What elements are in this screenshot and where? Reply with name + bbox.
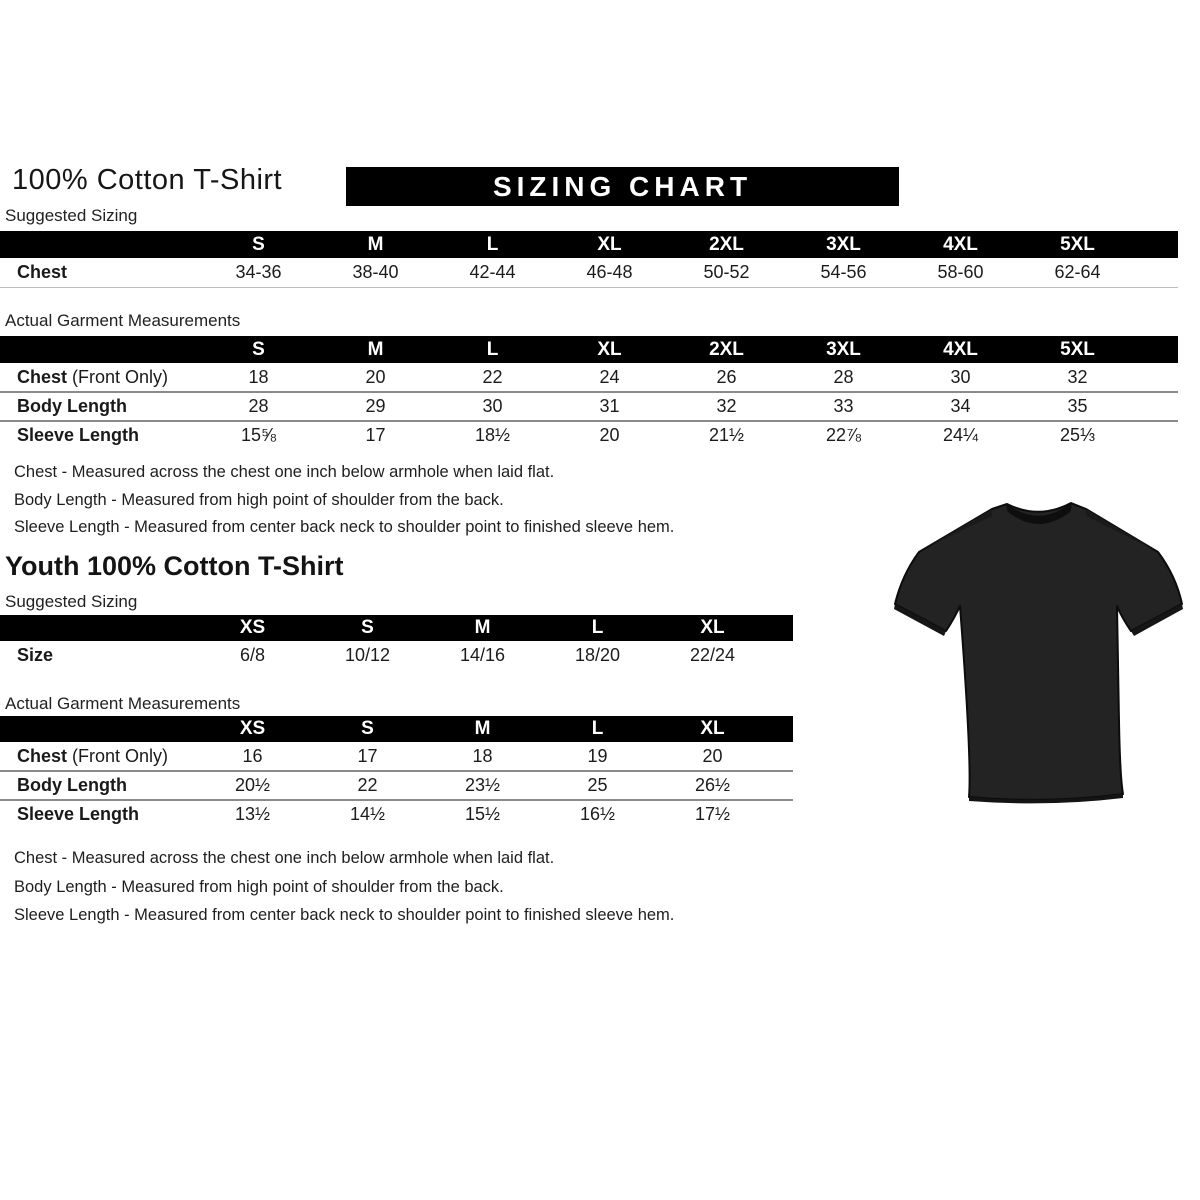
size-column-header: M — [367, 338, 384, 360]
row-label-text: Chest — [17, 366, 68, 387]
measurement-value: 62-64 — [1054, 262, 1101, 282]
measurement-value: 29 — [365, 396, 386, 416]
size-column-header: M — [474, 617, 491, 638]
youth-section-title: Youth 100% Cotton T-Shirt — [5, 551, 344, 581]
table-row — [0, 258, 1178, 288]
measurement-value: 58-60 — [937, 262, 984, 282]
size-column-header: S — [361, 617, 374, 638]
measurement-value: 35 — [1067, 396, 1088, 416]
tshirt-graphic — [888, 492, 1190, 806]
measurement-value: 38-40 — [352, 262, 399, 282]
row-label — [0, 645, 195, 666]
measurement-value: 20½ — [234, 775, 271, 795]
table-header-row — [0, 615, 793, 641]
row-label — [0, 262, 200, 283]
size-column-header: XS — [239, 617, 266, 638]
row-label-text: Body Length — [17, 396, 127, 416]
page-title: 100% Cotton T-Shirt — [12, 164, 283, 196]
table-row-body-length — [0, 770, 793, 799]
note-sleeve-length: Sleeve Length - Measured from center back neck to shoulder point to finished sleeve hem. — [14, 906, 675, 924]
measurement-value: 24¼ — [942, 425, 979, 445]
measurement-value: 20 — [599, 425, 620, 445]
size-column-header: L — [591, 617, 604, 638]
measurement-value: 32 — [1067, 366, 1088, 387]
measurement-value: 50-52 — [703, 262, 750, 282]
measurement-value: 16½ — [579, 804, 616, 824]
table-header-row — [0, 716, 793, 742]
measurement-value: 13½ — [234, 804, 271, 824]
measurement-value: 18½ — [474, 425, 511, 445]
note-body-length: Body Length - Measured from high point of shoulder from the back. — [14, 877, 504, 896]
table-row-sleeve-length — [0, 420, 1178, 449]
size-column-header: XL — [700, 718, 725, 739]
measurement-value: 30 — [950, 366, 971, 387]
row-label — [0, 367, 200, 388]
measurement-value: 32 — [716, 396, 737, 416]
youth-actual-measurements-label: Actual Garment Measurements — [5, 694, 241, 713]
measurement-value: 10/12 — [344, 645, 391, 665]
measurement-value: 17 — [365, 425, 386, 445]
measurement-value: 22 — [482, 366, 503, 387]
size-column-header: XL — [597, 233, 622, 255]
row-label — [0, 425, 200, 446]
size-column-header: M — [474, 718, 491, 739]
row-label-text: Chest — [17, 745, 68, 766]
measurement-value: 23½ — [464, 775, 501, 795]
measurement-value: 54-56 — [820, 262, 867, 282]
sizing-chart-banner-label: SIZING CHART — [492, 170, 753, 202]
table-row-chest — [0, 742, 793, 770]
row-label-suffix: (Front Only) — [67, 745, 169, 766]
measurement-value: 46-48 — [586, 262, 633, 282]
measurement-value: 14½ — [349, 804, 386, 824]
youth-measurement-notes — [14, 844, 674, 930]
table-header-row — [0, 231, 1178, 258]
adult-suggested-sizing-label: Suggested Sizing — [5, 206, 138, 225]
size-column-header: 2XL — [709, 338, 744, 360]
measurement-value: 18 — [472, 745, 493, 766]
size-column-header: 4XL — [943, 338, 978, 360]
size-column-header: 3XL — [826, 338, 861, 360]
row-label — [0, 775, 195, 796]
size-column-header: XL — [597, 338, 622, 360]
adult-suggested-sizing-table — [0, 231, 1178, 288]
note-body-length: Body Length - Measured from high point of shoulder from the back. — [14, 490, 504, 509]
measurement-value: 22⅞ — [825, 425, 862, 445]
measurement-value: 18 — [248, 366, 269, 387]
note-chest: Chest - Measured across the chest one inch below armhole when laid flat. — [14, 849, 555, 867]
row-label-text: Sleeve Length — [17, 804, 140, 824]
measurement-value: 30 — [482, 396, 503, 416]
measurement-value: 34 — [950, 396, 971, 416]
size-column-header: XS — [239, 718, 266, 739]
measurement-value: 20 — [702, 745, 723, 766]
row-label-text: Sleeve Length — [17, 425, 140, 445]
measurement-value: 25⅓ — [1059, 425, 1096, 445]
row-label-text: Size — [17, 645, 54, 665]
sizing-chart-banner — [346, 167, 899, 206]
measurement-value: 26½ — [694, 775, 731, 795]
row-label-text: Chest — [17, 262, 68, 282]
youth-suggested-sizing-label: Suggested Sizing — [5, 592, 138, 611]
size-column-header: S — [252, 233, 265, 255]
youth-actual-measurements-table — [0, 716, 793, 828]
table-row-size — [0, 641, 793, 670]
adult-actual-measurements-label: Actual Garment Measurements — [5, 311, 241, 330]
measurement-value: 34-36 — [235, 262, 282, 282]
measurement-value: 25 — [587, 775, 608, 795]
measurement-value: 42-44 — [469, 262, 516, 282]
tshirt-image — [888, 492, 1190, 806]
size-column-header: S — [361, 718, 374, 739]
measurement-value: 31 — [599, 396, 620, 416]
measurement-value: 17½ — [694, 804, 731, 824]
table-row-body-length — [0, 391, 1178, 420]
measurement-value: 19 — [587, 745, 608, 766]
row-label-text: Body Length — [17, 775, 127, 795]
size-column-header: 3XL — [826, 233, 861, 255]
size-column-header: 4XL — [943, 233, 978, 255]
size-column-header: L — [486, 233, 499, 255]
note-sleeve-length: Sleeve Length - Measured from center back neck to shoulder point to finished sleeve hem. — [14, 518, 675, 536]
table-row-sleeve-length — [0, 799, 793, 828]
measurement-value: 17 — [357, 745, 378, 766]
row-label — [0, 804, 195, 825]
adult-actual-measurements-table — [0, 336, 1178, 449]
size-column-header: 5XL — [1060, 233, 1095, 255]
row-label — [0, 396, 200, 417]
measurement-value: 14/16 — [459, 645, 506, 665]
measurement-value: 15½ — [464, 804, 501, 824]
size-column-header: L — [486, 338, 499, 360]
youth-suggested-sizing-table — [0, 615, 793, 670]
measurement-value: 22/24 — [689, 645, 736, 665]
measurement-value: 33 — [833, 396, 854, 416]
measurement-value: 21½ — [708, 425, 745, 445]
size-column-header: XL — [700, 617, 725, 638]
size-column-header: M — [367, 233, 384, 255]
size-column-header: 2XL — [709, 233, 744, 255]
row-label-suffix: (Front Only) — [67, 366, 169, 387]
size-column-header: S — [252, 338, 265, 360]
note-chest: Chest - Measured across the chest one inch below armhole when laid flat. — [14, 463, 555, 481]
measurement-value: 15⅝ — [240, 425, 277, 445]
measurement-value: 20 — [365, 366, 386, 387]
size-column-header: L — [591, 718, 604, 739]
measurement-value: 28 — [833, 366, 854, 387]
size-column-header: 5XL — [1060, 338, 1095, 360]
adult-measurement-notes — [14, 459, 674, 542]
measurement-value: 16 — [242, 745, 263, 766]
row-label — [0, 746, 195, 767]
measurement-value: 6/8 — [239, 645, 266, 665]
measurement-value: 24 — [599, 366, 620, 387]
table-header-row — [0, 336, 1178, 363]
table-row-chest — [0, 363, 1178, 391]
measurement-value: 22 — [357, 775, 378, 795]
measurement-value: 28 — [248, 396, 269, 416]
measurement-value: 18/20 — [574, 645, 621, 665]
measurement-value: 26 — [716, 366, 737, 387]
